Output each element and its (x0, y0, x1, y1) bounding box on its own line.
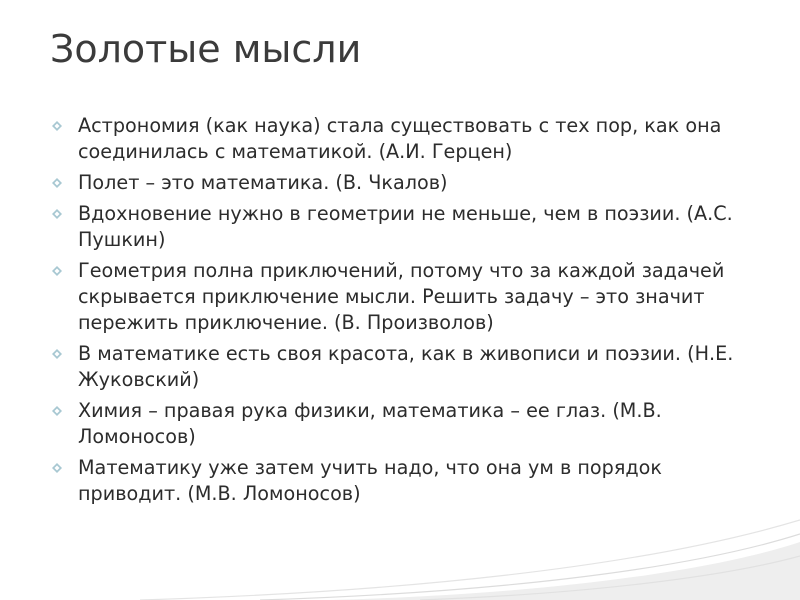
quote-text: Вдохновение нужно в геометрии не меньше, чем в поэзии. (А.С. Пушкин) (78, 202, 733, 251)
diamond-icon (52, 463, 62, 473)
diamond-icon (52, 406, 62, 416)
quote-text: Астрономия (как наука) стала существовать с тех пор, как она соединилась с математикой. (А.И. Герцен) (78, 114, 722, 163)
slide-title: Золотые мысли (50, 27, 362, 71)
list-item (52, 170, 764, 196)
diamond-icon (52, 209, 62, 219)
quote-text: Математику уже затем учить надо, что она ум в порядок приводит. (М.В. Ломоносов) (78, 456, 662, 505)
quote-list (52, 113, 764, 512)
list-item (52, 258, 764, 336)
quote-text: В математике есть своя красота, как в живописи и поэзии. (Н.Е. Жуковский) (78, 342, 734, 391)
quote-text: Полет – это математика. (В. Чкалов) (78, 171, 448, 194)
list-item (52, 398, 764, 450)
quote-text: Химия – правая рука физики, математика – ее глаз. (М.В. Ломоносов) (78, 399, 662, 448)
diamond-icon (52, 121, 62, 131)
diamond-icon (52, 178, 62, 188)
diamond-icon (52, 349, 62, 359)
list-item (52, 341, 764, 393)
diamond-icon (52, 266, 62, 276)
list-item (52, 455, 764, 507)
list-item (52, 201, 764, 253)
quote-text: Геометрия полна приключений, потому что за каждой задачей скрывается приключение мысли. Решить задачу – это значит пережить приключение. (В. Произволов) (78, 259, 725, 334)
list-item (52, 113, 764, 165)
